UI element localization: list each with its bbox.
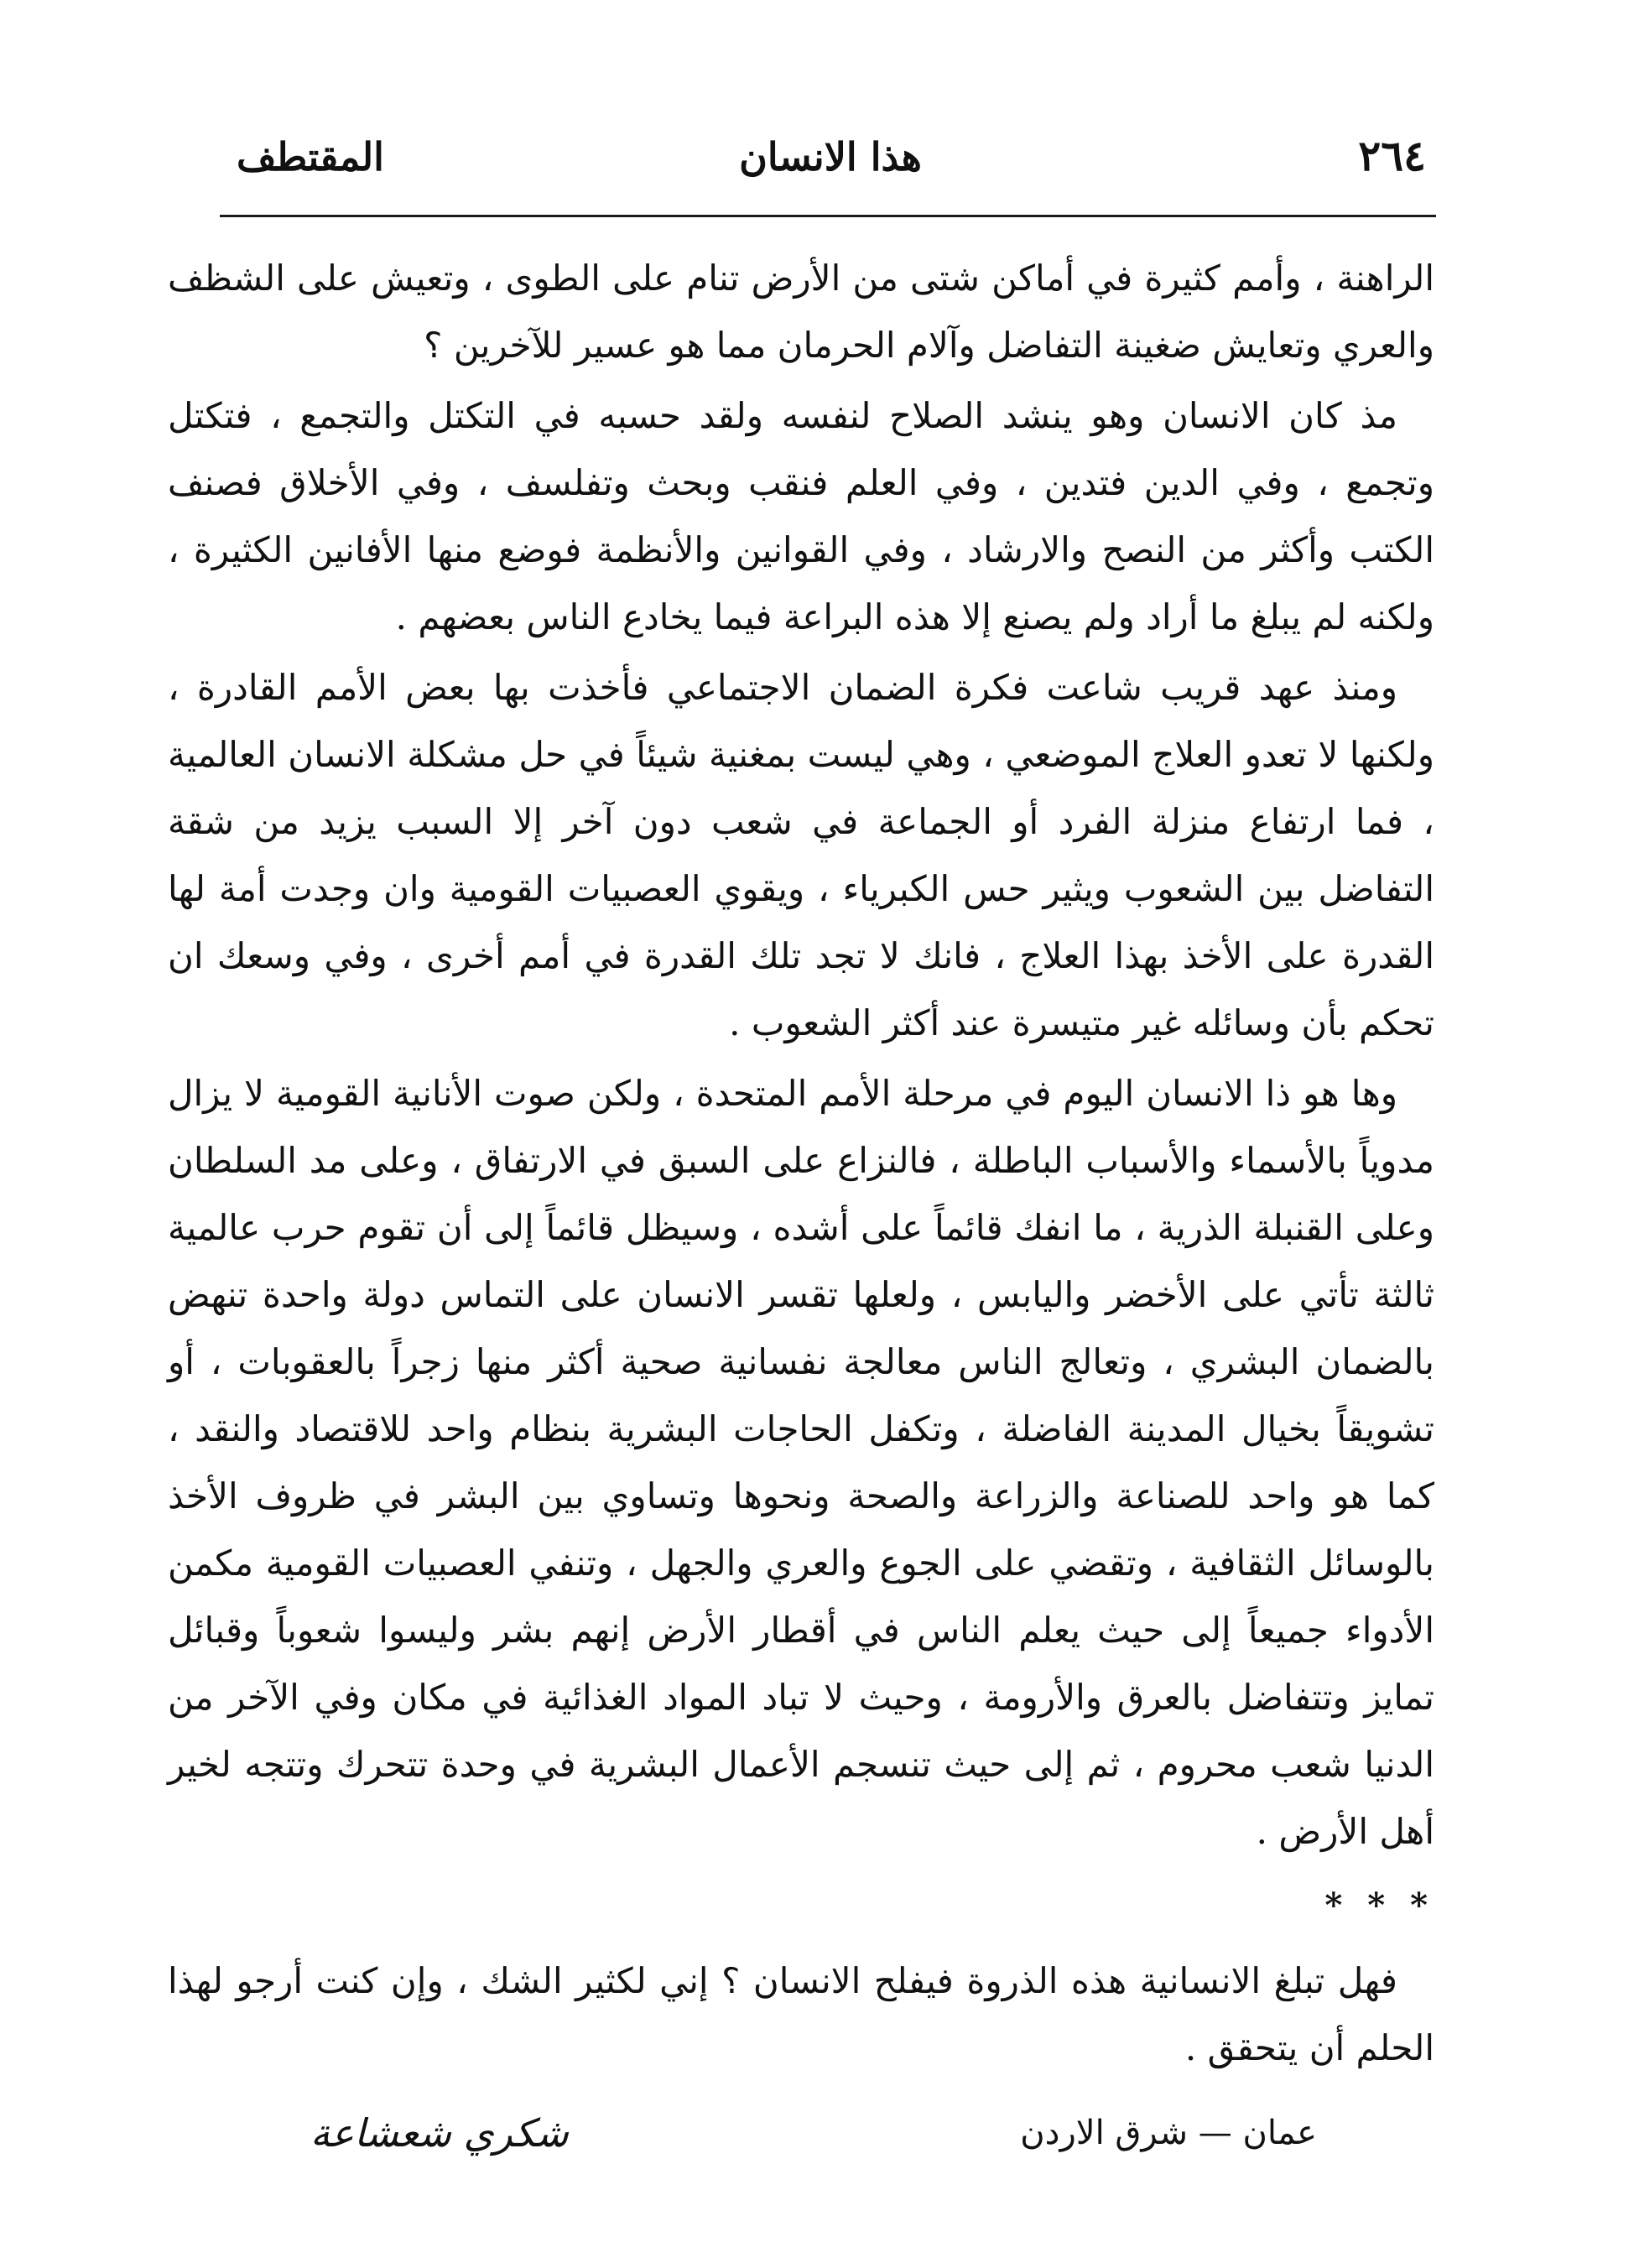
section-separator: * * * [1324,1886,1434,1925]
article-title: هذا الانسان [739,134,922,179]
header-rule [220,215,1436,217]
paragraph-continuation: الراهنة ، وأمم كثيرة في أماكن شتى من الأرض تنام على الطوى ، وتعيش على الشظف والعري وتعايش ضغينة التفاضل وآلام الحرمان مما هو عسير للآخرين ؟ [168,257,1434,366]
paragraph: وها هو ذا الانسان اليوم في مرحلة الأمم المتحدة ، ولكن صوت الأنانية القومية لا يزال مدوياً بالأسماء والأسباب الباطلة ، فالنزاع على السبق في الارتفاق ، وعلى مد السلطان وعلى القنبلة الذرية ، ما انفك قائماً على أشده ، وسيظل قائماً إلى أن تقوم حرب عالمية ثالثة تأتي على الأخضر واليابس ، ولعلها تقسر الانسان على التماس دولة واحدة تنهض بالضمان البشري ، وتعالج الناس معالجة نفسانية صحية أكثر منها زجراً بالعقوبات ، أو تشويقاً بخيال المدينة الفاضلة ، وتكفل الحاجات البشرية بنظام واحد للاقتصاد والنقد ، كما هو واحد للصناعة والزراعة والصحة ونحوها وتساوي بين البشر في ظروف الأخذ بالوسائل الثقافية ، وتقضي على الجوع والعري والجهل ، وتنفي العصبيات القومية مكمن الأدواء جميعاً إلى حيث يعلم الناس في أقطار الأرض إنهم بشر وليسوا شعوباً وقبائل تمايز وتتفاضل بالعرق والأرومة ، وحيث لا تباد المواد الغذائية في مكان وفي الآخر من الدنيا شعب محروم ، ثم إلى حيث تنسجم الأعمال البشرية في وحدة تتحرك وتتجه لخير أهل الأرض . [168,1073,1434,1852]
page-header [226,126,1434,193]
author-signature: شكري شعشاعة [310,2110,569,2156]
page-number: ٢٦٤ [1358,131,1426,180]
place-dateline: عمان — شرق الاردن [1020,2114,1317,2152]
paragraph: مذ كان الانسان وهو ينشد الصلاح لنفسه ولقد حسبه في التكتل والتجمع ، فتكتل وتجمع ، وفي الدين فتدين ، وفي العلم فنقب وبحث وتفلسف ، وفي الأخلاق فصنف الكتب وأكثر من النصح والارشاد ، وفي القوانين والأنظمة فوضع منها الأفانين الكثيرة ، ولكنه لم يبلغ ما أراد ولم يصنع إلا هذه البراعة فيما يخادع الناس بعضهم . [168,395,1434,637]
article-body [168,245,1434,2085]
page-footer [218,2110,1434,2172]
paragraph: ومنذ عهد قريب شاعت فكرة الضمان الاجتماعي فأخذت بها بعض الأمم القادرة ، ولكنها لا تعدو العلاج الموضعي ، وهي ليست بمغنية شيئاً في حل مشكلة الانسان العالمية ، فما ارتفاع منزلة الفرد أو الجماعة في شعب دون آخر إلا السبب يزيد من شقة التفاضل بين الشعوب ويثير حس الكبرياء ، ويقوي العصبيات القومية وان وجدت أمة لها القدرة على الأخذ بهذا العلاج ، فانك لا تجد تلك القدرة في أمم أخرى ، وفي وسعك ان تحكم بأن وسائله غير متيسرة عند أكثر الشعوب . [168,667,1434,1043]
journal-name: المقتطف [237,134,384,179]
closing-paragraph: فهل تبلغ الانسانية هذه الذروة فيفلح الانسان ؟ إني لكثير الشك ، وإن كنت أرجو لهذا الحلم أن يتحقق . [168,1960,1434,2068]
